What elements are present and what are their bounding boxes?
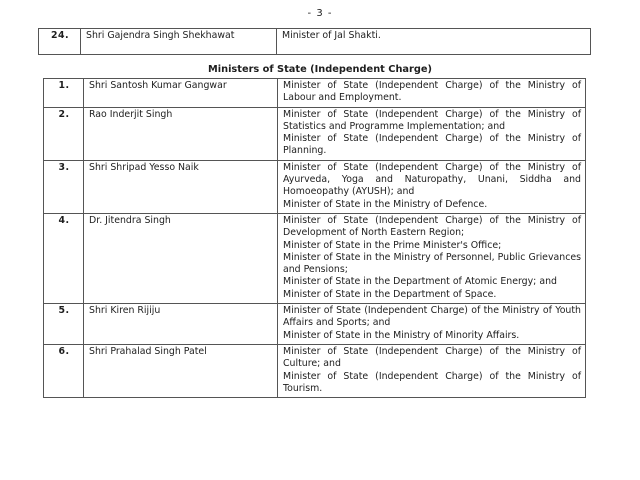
- serial-number: 3.: [44, 160, 84, 213]
- table-row: [44, 107, 586, 160]
- portfolio-line: Minister of State (Independent Charge) of the Ministry of Culture; and: [283, 345, 581, 370]
- portfolio-line: Minister of State in the Ministry of Minority Affairs.: [283, 329, 520, 341]
- portfolio-cell: [278, 344, 586, 397]
- portfolio-cell: [278, 213, 586, 303]
- portfolio-cell: [278, 304, 586, 345]
- minister-name: Dr. Jitendra Singh: [84, 213, 278, 303]
- table-row: [44, 160, 586, 213]
- portfolio-line: Minister of State (Independent Charge) of the Ministry of Development of North Eastern Region;: [283, 214, 581, 239]
- minister-name: Shri Kiren Rijiju: [84, 304, 278, 345]
- portfolio-line: Minister of Jal Shakti.: [282, 30, 381, 41]
- portfolio-line: Minister of State in the Ministry of Personnel, Public Grievances and Pensions;: [283, 251, 581, 276]
- minister-name: Rao Inderjit Singh: [84, 107, 278, 160]
- serial-number: 2.: [44, 107, 84, 160]
- portfolio-cell: [278, 107, 586, 160]
- serial-number: 5.: [44, 304, 84, 345]
- portfolio-line: Minister of State (Independent Charge) of the Ministry of Youth Affairs and Sports; and: [283, 305, 581, 329]
- portfolio-line: Minister of State in the Prime Minister's Office;: [283, 239, 502, 251]
- minister-name: Shri Prahalad Singh Patel: [84, 344, 278, 397]
- minister-name: Shri Shripad Yesso Naik: [84, 160, 278, 213]
- section-heading: Ministers of State (Independent Charge): [207, 64, 433, 75]
- portfolio-cell: [278, 79, 586, 108]
- portfolio-cell: [277, 29, 591, 55]
- table-row: [44, 344, 586, 397]
- portfolio-line: Minister of State (Independent Charge) of the Ministry of Tourism.: [283, 370, 581, 394]
- table-row: [44, 79, 586, 108]
- table-row: [39, 29, 591, 55]
- portfolio-line: Minister of State in the Ministry of Defence.: [283, 198, 488, 210]
- serial-number: 24.: [39, 29, 81, 55]
- portfolio-line: Minister of State in the Department of Space.: [283, 288, 497, 300]
- table-row: [44, 304, 586, 345]
- serial-number: 6.: [44, 344, 84, 397]
- portfolio-line: Minister of State in the Department of Atomic Energy; and: [283, 276, 557, 288]
- portfolio-line: Minister of State (Independent Charge) of the Ministry of Statistics and Programme Implementation; and: [283, 108, 581, 132]
- portfolio-line: Minister of State (Independent Charge) of the Ministry of Labour and Employment.: [283, 80, 581, 104]
- serial-number: 4.: [44, 213, 84, 303]
- minister-name: Shri Santosh Kumar Gangwar: [84, 79, 278, 108]
- serial-number: 1.: [44, 79, 84, 108]
- top-table: [38, 28, 591, 55]
- page-number: - 3 -: [307, 8, 333, 19]
- minister-name: Shri Gajendra Singh Shekhawat: [81, 29, 277, 55]
- portfolio-line: Minister of State (Independent Charge) of the Ministry of Planning.: [283, 133, 581, 157]
- ministers-of-state-table: [43, 78, 586, 398]
- portfolio-line: Minister of State (Independent Charge) of the Ministry of Ayurveda, Yoga and Naturopathy, Unani, Siddha and Homoeopathy (AYUSH); and: [283, 161, 581, 198]
- table-row: [44, 213, 586, 303]
- portfolio-cell: [278, 160, 586, 213]
